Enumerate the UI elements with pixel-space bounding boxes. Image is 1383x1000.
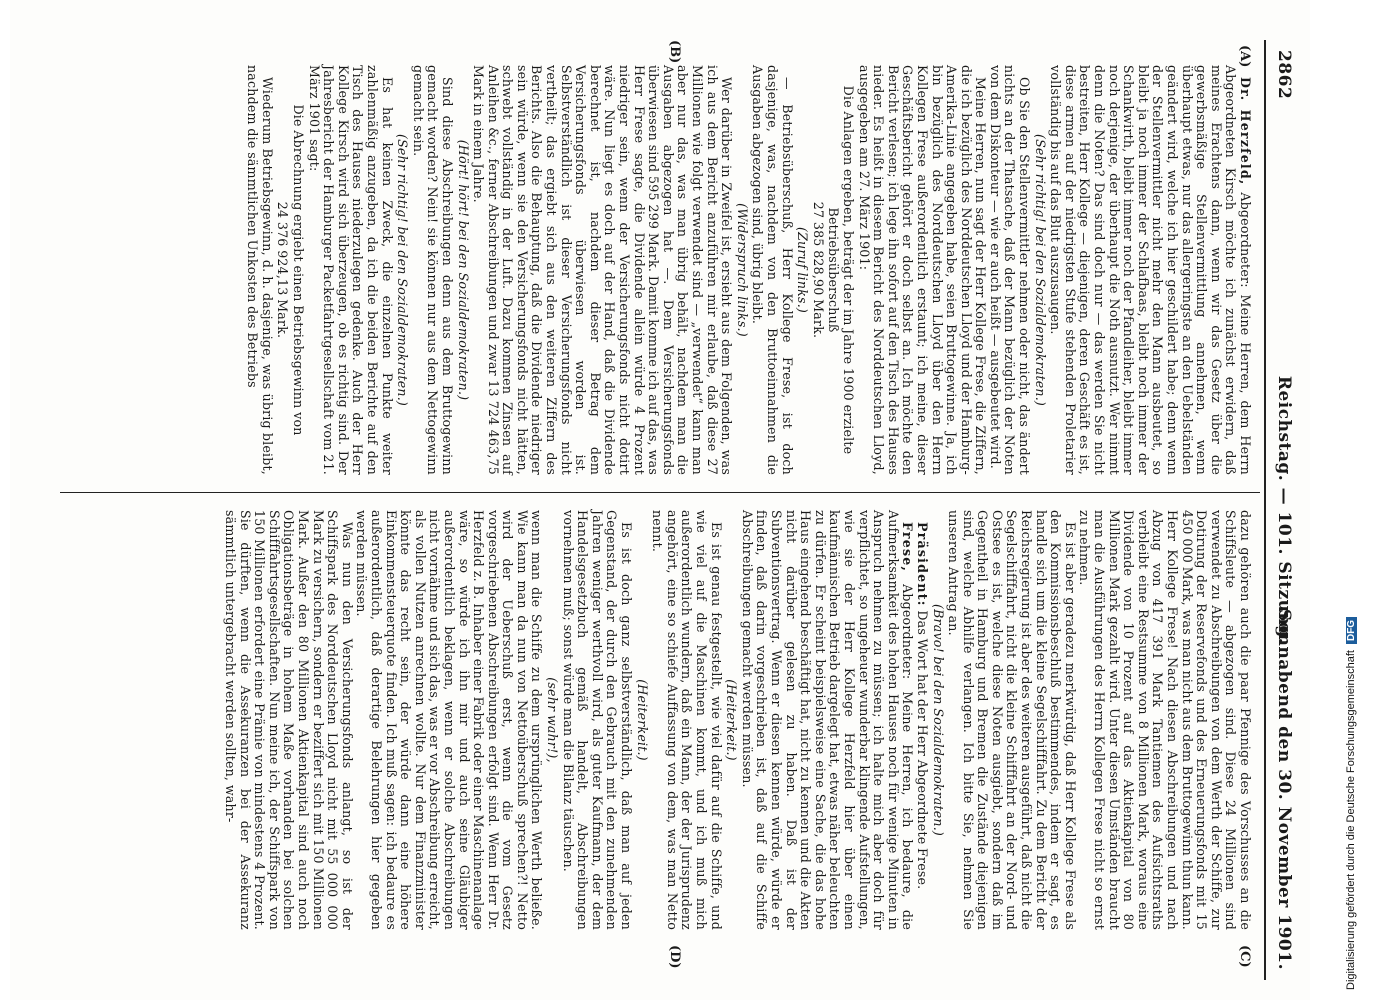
- reaction: (Hört! hört! bei den Sozialdemokraten.): [455, 139, 471, 401]
- reaction: (Zuruf links.): [795, 226, 811, 314]
- paragraph: Wiederum Betriebsgewinn, d. h. dasjenige, was übrig bleibt, nachdem die sämmtlichen Unkosten des Betriebs: [245, 65, 275, 475]
- paragraph-text: Das Wort hat der Herr Abgeordnete Frese.: [914, 610, 930, 890]
- paragraph: Ob Sie den Stellenvermittler nehmen oder nicht, das ändert nichts an der Thatsache, daß der Mann bezüglich der Noten von dem Diskonteur — wie er auch heißt — ausgebeutet wird.: [987, 65, 1033, 475]
- speaker-name: Dr. Herzfeld,: [1238, 77, 1253, 186]
- speaker-name: Frese,: [900, 522, 916, 573]
- right-column: [222, 510, 1252, 930]
- paragraph: Wer darüber in Zweifel ist, ersieht aus dem Folgenden, was ich aus dem Bericht anzuführen mir erlaube, daß diese 27 Millionen wie folgt verwendet sind — „verwendet“ kann man aber nur das, was man übrig behält, nachdem man die Ausgaben abgezogen hat —. Dem Versicherungsfonds überwiesen sind 595 299 Mark. Damit komme ich auf das, was Herr Frese sagte, die Dividende allein würde 4 Prozent niedriger sein, wenn der Versicherungsfonds nicht dotirt wäre. Nun liegt es doch auf der Hand, daß die Dividende berechnet ist, nachdem dieser Betrag dem Versicherungsfonds überwiesen worden ist. Selbstverständlich ist dieser Versicherungsfonds nicht vertheilt; das ergiebt sich aus den weiteren Ziffern des Berichts. Also die Behauptung, daß die Dividende niedriger sein würde, wenn sie den Versicherungsfonds nicht hätten, schwebt vollständig in der Luft. Dazu kommen Zinsen auf Anleihen &c., ferner Abschreibungen und zwar 13 724 463,75 Mark in einem Jahre.: [471, 65, 735, 475]
- reaction: (Widerspruch links.): [734, 203, 750, 337]
- quote: Die Anlagen ergeben, beträgt der im Jahre 1900 erzielte Betriebsüberschuß: [826, 85, 856, 455]
- margin-mark-a: (A): [1237, 45, 1252, 68]
- paragraph-text: Abgeordneter: Meine Herren, dem Herrn Abgeordneten Kirsch möchte ich zunächst erwidern, daß meines Erachtens dann, wenn wir das Gesetz über die gewerbsmäßige Stellenvermittlung annehmen, wenn überhaupt etwas, nur das allergeringste an den Uebelständen geändert wird, welche ich hier geschildert habe; denn wenn der Stellenvermittler nicht mehr den Mann ausbeutet, so bleibt ja noch immer der Schlafbaas, bleibt noch immer der Schankwirth, bleibt immer noch der Pfandleiher, bleibt immer noch derjenige, der überhaupt die Noth ausnutzt. Wer nimmt denn die Noten? Das sind doch nur — das werden Sie nicht bestreiten, Herr Kollege — diejenigen, deren Geschäft es ist, diese armen auf der niedrigsten Stufe stehenden Proletarier vollständig bis auf das Blut auszusaugen.: [1048, 65, 1253, 475]
- page-number: 2862: [1274, 50, 1294, 100]
- left-column: [245, 65, 1252, 475]
- reaction: (Sehr richtig! bei den Sozialdemokraten.): [395, 133, 411, 407]
- quote: Die Abrechnung ergiebt einen Betriebsgewinn von: [291, 104, 306, 436]
- paragraph: [914, 510, 929, 930]
- paragraph: Es ist doch ganz selbstverständlich, daß man auf jeden Gegenstand, der durch den Gebrauch mit den zunehmenden Jahren weniger werthvoll wird, als guter Kaufmann, der dem Handelsgesetzbuch gemäß handelt, Abschreibungen vornehmen muß; sonst würde man die Bilanz täuschen.: [560, 510, 635, 930]
- margin-mark-c: (C): [1237, 945, 1252, 968]
- paragraph: [739, 510, 914, 930]
- column-divider: [60, 492, 1260, 493]
- reaction: (sehr wahr!),: [545, 677, 561, 763]
- header-date: Sonnabend den 30. November 1901.: [1274, 608, 1294, 970]
- margin-mark-d: (D): [667, 945, 682, 969]
- footer-credit: [1345, 617, 1357, 990]
- paragraph: dazu gehören auch die paar Pfennige des Vorschusses an die Schiffsleute — abgezogen sind. Diese 24 Millionen sind verwendet zu Abschreibungen von dem Werth der Schiffe, zur Dotirung der Reservefonds und des Erneuerungsfonds mit 15 450 000 Mark, was man nicht aus dem Bruttogewinn thun kann. Herr Kollege Frese! Nach diesen Abschreibungen und nach Abzug von 417 391 Mark Tantiemen des Aufsichtsraths verbleibt eine Restsumme von 8 Millionen Mark, woraus eine Dividende von 10 Prozent auf das Aktienkapital von 80 Millionen Mark gezahlt wird. Unter diesen Umständen braucht man die Ausführungen des Herrn Kollegen Frese nicht so ernst zu nehmen.: [1077, 510, 1253, 930]
- paragraph: [1048, 65, 1252, 475]
- paragraph: Es ist genau festgestellt, wie viel dafür auf die Schiffe, und wie viel auf die Maschinen kommt, und ich muß mich außerordentlich wundern, daß ein Mann, der der Jurisprudenz angehört, eine so schiefe Auffassung von dem, was man Netto nennt.: [650, 510, 724, 930]
- paragraph: Meine Herren, nun sagt der Herr Kollege Frese, die Ziffern, die ich bezüglich des Norddeutschen Lloyd und der Hamburg-Amerika-Linie angegeben habe, seien Bruttogewinne. Ja, ich bin bezüglich des Norddeutschen Lloyd über den Herrn Kollegen Frese außerordentlich erstaunt; ich meine, dieser Geschäftsbericht gehört er doch selbst an. Ich möchte den Bericht verlesen; ich lege ihn sofort auf den Tisch des Hauses nieder. Es heißt in diesem Bericht des Norddeutschen Lloyd, ausgegeben am 27. März 1901:: [856, 65, 989, 475]
- paragraph: — Betriebsüberschuß, Herr Kollege Frese, ist doch dasjenige, was, nachdem von den Bruttoeinnahmen die Ausgaben abgezogen sind, übrig bleibt.: [750, 65, 795, 475]
- reaction: (Sehr richtig! bei den Sozialdemokraten.): [1032, 133, 1048, 407]
- header-title: Reichstag. — 101. Sitzung.: [1274, 375, 1294, 645]
- reaction: (Heiterkeit.): [724, 679, 740, 761]
- paragraph: wenn man die Schiffe zu dem ursprünglichen Werth beließe. Wie kann man da nun von Nettoüberschuß sprechen?! Netto wird der Ueberschuß erst, wenn die vom Gesetz vorgeschriebenen Abschreibungen erfolgt sind. Wenn Herr Dr. Herzfeld z. B. Inhaber einer Fabrik oder einer Maschinenanlage wäre, so würde ich ihn mir und auch seine Gläubiger außerordentlich beklagen, wenn er solche Abschreibungen nicht vornähme und sich das, was er vor Abschreibung erreicht, als vollen Nutzen anrechnen wollte. Nur dem Finanzminister könnte das recht sein, der würde dann eine höhere Einkommensteuerquote finden. Ich muß sagen: ich bedaure es außerordentlich, daß derartige Belehrungen hier gegeben werden müssen.: [354, 510, 545, 930]
- paragraph: Es ist aber geradezu merkwürdig, daß Herr Kollege Frese als den Kommissionsbeschluß bestimmendes, indem er sagt, es handle sich um die kleine Segelschifffahrt. Zu dem Bericht der Reichsregierung ist aber des weiteren ausgeführt, daß nicht die Segelschifffahrt, nicht die kleine Schifffahrt an der Nord- und Ostsee es ist, welche diese Noten ausgiebt, sondern daß im Gegentheil in Hamburg und Bremen die Zustände diejenigen sind, welche Abhilfe verlangen. Ich bitte Sie, nehmen Sie unseren Antrag an.: [946, 510, 1078, 930]
- margin-mark-b: (B): [667, 40, 682, 64]
- reaction: (Heiterkeit.): [634, 679, 650, 761]
- amount: 24 376 924,13 Mark.: [275, 201, 291, 339]
- page-header: [1262, 50, 1302, 970]
- paragraph-text: Abgeordneter: Meine Herren, ich bedaure, die Aufmerksamkeit des hohen Hauses noch für wenige Minuten in Anspruch nehmen zu müssen; ich halte mich aber doch für verpflichtet, so ungeheuer wunderbar klingende Aufstellungen, wie sie der Herr Kollege Herzfeld hier über einen kaufmännischen Betrieb dargelegt hat, etwas näher beleuchten zu dürfen. Er scheint beispielsweise eine Sache, die das hohe Haus eingehend beschäftigt hat, nicht zu kennen und die Akten nicht darüber gelesen zu haben. Daß ist der Subventionsvertrag. Wenn er diesen kennen würde, würde er finden, daß darin vorgeschrieben ist, daß auf die Schiffe Abschreibungen gemacht werden müssen.: [739, 510, 916, 930]
- paragraph: Es hat keinen Zweck, die einzelnen Punkte weiter zahlenmäßig anzugeben, da ich die beiden Berichte auf den Tisch des Hauses niederzulegen gedenke. Auch der Herr Kollege Kirsch wird sich überzeugen, ob es richtig sind. Der Jahresbericht der Hamburger Packetfahrtgesellschaft vom 21. März 1901 sagt:: [306, 65, 395, 475]
- paragraph: Sind diese Abschreibungen denn aus dem Bruttogewinn gemacht worden? Nein! sie können nur aus dem Nettogewinn gemacht sein.: [410, 65, 455, 475]
- footer-credit-text: Digitalisierung gefördert durch die Deutsche Forschungsgemeinschaft: [1345, 650, 1357, 990]
- speaker-name: Präsident:: [914, 522, 930, 607]
- amount: 27 385 828,90 Mark.: [810, 201, 826, 339]
- dfg-logo: DFG: [1346, 617, 1357, 644]
- header-rule: [1264, 40, 1266, 980]
- reaction: (Bravo! bei den Sozialdemokraten.): [930, 603, 946, 837]
- paragraph: Was nun den Versicherungsfonds anlangt, so ist der Schiffspark des Norddeutschen Lloyd nicht mit 55 000 000 Mark zu versichern, sondern er beziffert sich mit 150 Millionen Mark. Außer den 80 Millionen Aktienkapital sind auch noch Obligationsbeträge in hohem Maße vorhanden bei solchen Schifffahrtsgesellschaften. Nun meine ich, der Schiffspark von 150 Millionen erfordert eine Prämie von mindestens 4 Prozent. Sie dürften, wenn die Assekuranzen bei der Assekuranz sämmtlich untergebracht werden sollten, wahr-: [223, 510, 355, 930]
- scanned-page: [10, 0, 1310, 1000]
